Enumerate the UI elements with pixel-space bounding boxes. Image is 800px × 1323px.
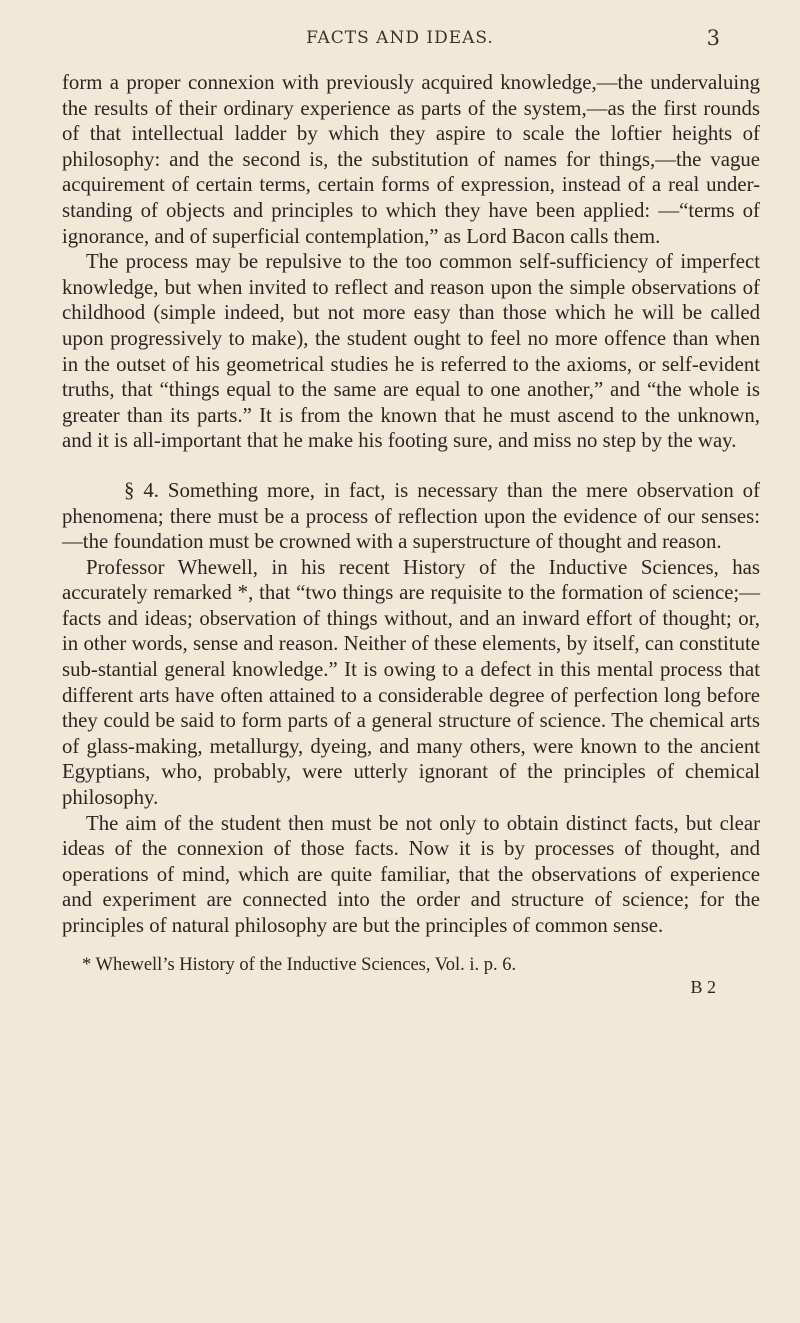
running-head: FACTS AND IDEAS. — [306, 28, 494, 48]
paragraph-continuation: form a proper connexion with previously acquired knowledge,—the undervaluing the results of their ordinary experience as parts of the system,—as the first rounds of that intellectual ladder by which they aspire to scale the loftier heights of philosophy: and the second is, the substitution of names for things,—the vague acquirement of certain terms, certain forms of expression, instead of a real under-standing of objects and principles to which they have been applied: —“terms of ignorance, and of superficial contemplation,” as Lord Bacon calls them. — [62, 71, 760, 248]
body-text — [62, 70, 760, 997]
paragraph: The process may be repulsive to the too common self-sufficiency of imperfect knowledge, but when invited to reflect and reason upon the simple observations of childhood (simple indeed, but not more easy than those which he will be called upon progressively to make), the student ought to feel no more offence than when in the outset of his geometrical studies he is referred to the axioms, or self-evident truths, that “things equal to the same are equal to one another,” and “the whole is greater than its parts.” It is from the known that he must ascend to the unknown, and it is all-important that he make his footing sure, and miss no step by the way. — [62, 250, 760, 453]
page-number: 3 — [706, 26, 720, 50]
paragraph: The aim of the student then must be not only to obtain distinct facts, but clear ideas of the connexion of those facts. Now it is by processes of thought, and operations of mind, which are quite familiar, that the observations of experience and experiment are connected into the order and structure of science; for the principles of natural philosophy are but the principles of common sense. — [62, 811, 760, 937]
section-4-paragraph: § 4. Something more, in fact, is necessary than the mere observation of phenomena; there must be a process of reflection upon the evidence of our senses:—the foundation must be crowned with a superstructure of thought and reason. — [62, 478, 760, 554]
paragraph: Professor Whewell, in his recent History of the Inductive Sciences, has accurately remarked *, that “two things are requisite to the formation of science;—facts and ideas; observation of things without, and an inward effort of thought; or, in other words, sense and reason. Neither of these elements, by itself, can constitute sub-stantial general knowledge.” It is owing to a defect in this mental process that different arts have often attained to a considerable degree of perfection long before they could be said to form parts of a general structure of science. The chemical arts of glass-making, metallurgy, dyeing, and many others, were known to the ancient Egyptians, who, probably, were utterly ignorant of the principles of chemical philosophy. — [62, 555, 760, 810]
footnote: * Whewell’s History of the Inductive Sciences, Vol. i. p. 6. — [82, 954, 517, 975]
signature-mark: B 2 — [690, 976, 716, 997]
page-header — [0, 26, 800, 56]
